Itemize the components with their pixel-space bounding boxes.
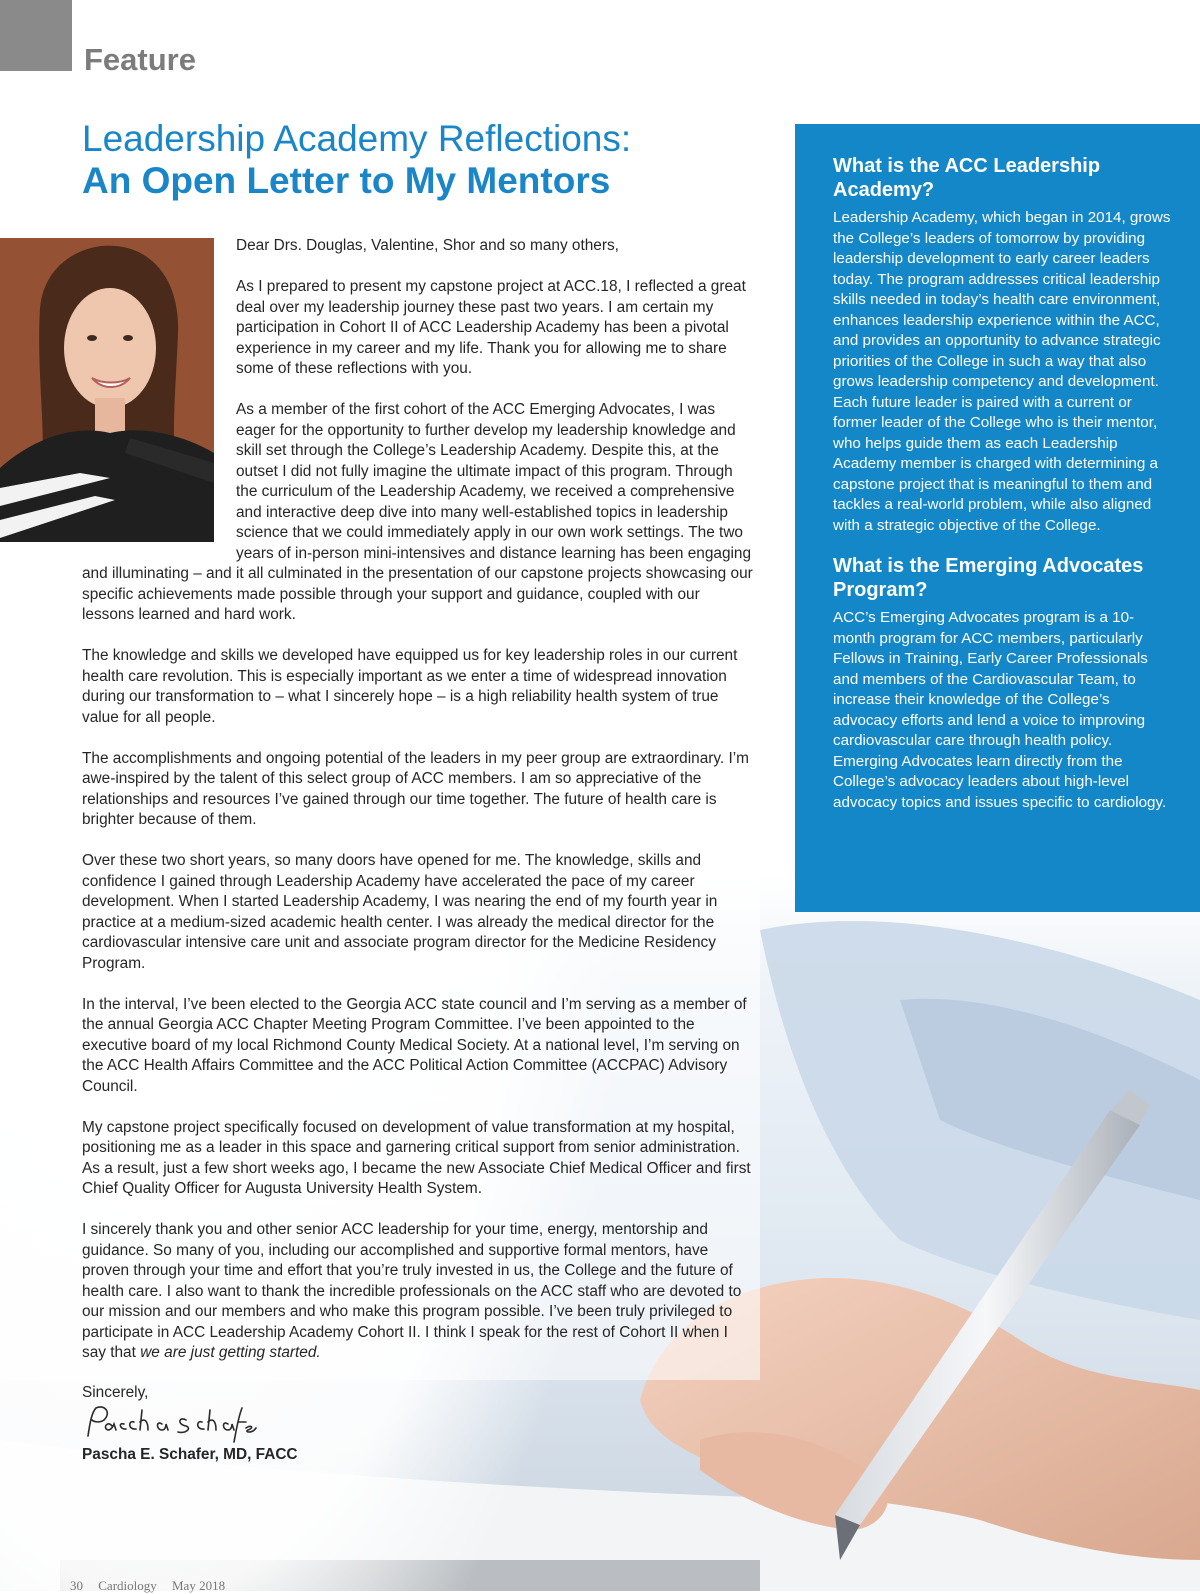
publication-name: Cardiology xyxy=(98,1578,157,1593)
issue-date: May 2018 xyxy=(172,1578,226,1593)
letter-final-paragraph xyxy=(82,1220,754,1364)
final-paragraph-italic: we are just getting started. xyxy=(140,1344,321,1361)
sidebar-body: Leadership Academy, which began in 2014, grows the College’s leaders of tomorrow by providing leadership development to early career leaders today. The program addresses critical leadership skills needed in today’s health care environment, enhances leadership experience within the ACC, and provides an opportunity to advance strategic priorities of the College in such a way that also grows leadership competency and development. Each future leader is paired with a current or former leader of the College who is their mentor, who helps guide them as each Leadership Academy member is charged with determining a capstone project that is meaningful to them and tackles a real-world problem, while also aligned with a strategic objective of the College. xyxy=(833,209,1171,534)
letter-paragraph: As a member of the first cohort of the ACC Emerging Advocates, I was eager for the opportunity to further develop my leadership knowledge and skill set through the College’s Leadership Academy. Despite this, at the outset I did not fully imagine the ultimate impact of this program. Through the curriculum of the Leadership Academy, we received a comprehensive and interactive deep dive into many well-established topics in leadership science that we could immediately apply in our own work settings. The two years of in-person mini-intensives and distance learning has been engaging and illuminating – and it all culminated in the presentation of our capstone projects showcasing our specific achievements made possible through your support and guidance, coupled with our lessons learned and hard work. xyxy=(82,401,753,623)
portrait-text-wrap-spacer xyxy=(82,236,236,554)
letter-paragraph: In the interval, I’ve been elected to the Georgia ACC state council and I’m serving as a member of the annual Georgia ACC Chapter Meeting Program Committee. I’ve been appointed to the executive board of my local Richmond County Medical Society. At a national level, I’m serving on the ACC Health Affairs Committee and the ACC Political Action Committee (ACCPAC) Advisory Council. xyxy=(82,995,747,1095)
handwritten-signature xyxy=(82,1402,262,1444)
sidebar-heading: What is the ACC Leadership Academy? xyxy=(833,155,1101,201)
sidebar-body: ACC’s Emerging Advocates program is a 10-month program for ACC members, particularly Fellows in Training, Early Career Professionals and members of the Cardiovascular Team, to increase their knowledge of the College’s advocacy efforts and lend a voice to improving cardiovascular care through health policy. Emerging Advocates learn directly from the College’s advocacy leaders about high-level advocacy topics and issues specific to cardiology. xyxy=(833,609,1167,811)
headline-line-2: An Open Letter to My Mentors xyxy=(82,160,611,201)
signer-name: Pascha E. Schafer, MD, FACC xyxy=(82,1446,298,1463)
letter-closing: Sincerely, xyxy=(82,1384,149,1401)
letter-salutation: Dear Drs. Douglas, Valentine, Shor and so many others, xyxy=(236,237,619,254)
letter-paragraph: As I prepared to present my capstone project at ACC.18, I reflected a great deal over my leadership journey these past two years. I am certain my participation in Cohort II of ACC Leadership Academy has been a pivotal experience in my career and my life. Thank you for allowing me to share some of these reflections with you. xyxy=(236,278,746,377)
info-sidebar xyxy=(795,124,1200,912)
letter-paragraph: Over these two short years, so many doors have opened for me. The knowledge, skills and confidence I gained through Leadership Academy have accelerated the pace of my career development. When I started Leadership Academy, I was nearing the end of my fourth year in practice at a medium-sized academic health center. I was already the medical director for the cardiovascular intensive care unit and associate program director for the Medicine Residency Program. xyxy=(82,852,718,972)
final-paragraph-text: I sincerely thank you and other senior ACC leadership for your time, energy, mentorship and guidance. So many of you, including our accomplished and supportive formal mentors, have proven through your time and effort that you’re truly invested in us, the College and the future of health care. I also want to thank the incredible professionals on the ACC staff who are devoted to our mission and our members and who make this program possible. I’ve been truly privileged to participate in ACC Leadership Academy Cohort II. I think I speak for the rest of Cohort II when I say that xyxy=(82,1221,742,1361)
page-footer xyxy=(70,1578,237,1594)
letter-paragraph: The accomplishments and ongoing potential of the leaders in my peer group are extraordinary. I’m awe-inspired by the talent of this select group of ACC members. I am so appreciative of the relationships and resources I’ve gained through our time together. The future of health care is brighter because of them. xyxy=(82,749,750,828)
page-number: 30 xyxy=(70,1578,83,1593)
headline-line-1: Leadership Academy Reflections: xyxy=(82,118,632,159)
letter-paragraph: The knowledge and skills we developed have equipped us for key leadership roles in our current health care revolution. This is especially important as we enter a time of widespread innovation during our transformation to – what I sincerely hope – is a high reliability health system of true value for all people. xyxy=(82,647,738,726)
letter-paragraph: My capstone project specifically focused on development of value transformation at my hospital, positioning me as a leader in this space and garnering critical support from senior administration. As a result, just a few short weeks ago, I became the new Associate Chief Medical Officer and first Chief Quality Officer for Augusta University Health System. xyxy=(82,1118,751,1197)
article-headline xyxy=(82,118,762,202)
feature-tab-marker xyxy=(0,0,72,71)
sidebar-heading: What is the Emerging Advocates Program? xyxy=(833,555,1144,601)
section-label: Feature xyxy=(84,42,196,77)
letter-body xyxy=(82,236,754,1384)
